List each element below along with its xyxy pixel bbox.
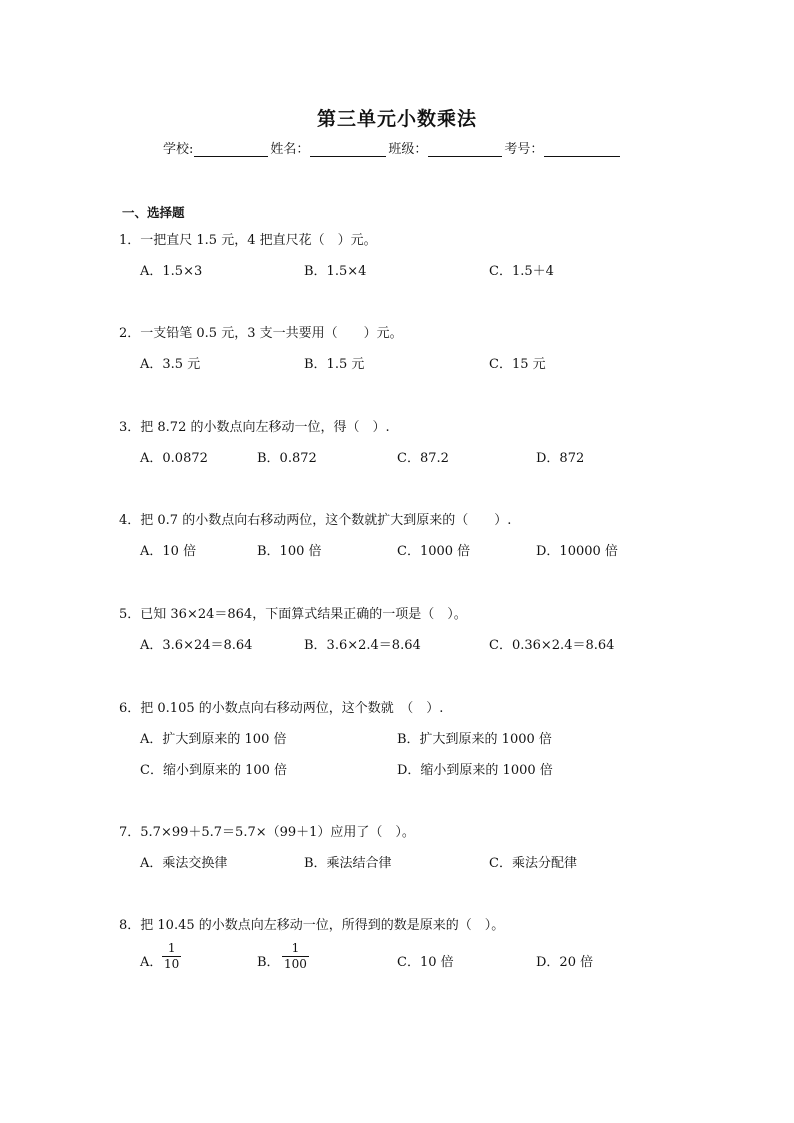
name-label: 姓名： <box>270 142 310 157</box>
q2-option-a[interactable]: A．3.5 元 <box>140 357 201 372</box>
q8-option-b-label: B． <box>257 955 280 970</box>
school-label: 学校: <box>163 142 194 157</box>
q1-option-c[interactable]: C．1.5＋4 <box>489 264 554 279</box>
q8-option-a-label: A． <box>140 955 163 970</box>
question-2: 2．一支铅笔 0.5 元，3 支一共要用（ ）元。 <box>119 326 403 341</box>
q6-option-b[interactable]: B．扩大到原来的 1000 倍 <box>397 732 552 747</box>
question-3: 3．把 8.72 的小数点向左移动一位，得（ ）. <box>119 420 390 435</box>
question-6: 6．把 0.105 的小数点向右移动两位，这个数就 （ ）. <box>119 701 444 716</box>
q6-option-a[interactable]: A．扩大到原来的 100 倍 <box>140 732 287 747</box>
student-info-line <box>163 138 622 157</box>
fraction-numerator: 1 <box>291 941 300 955</box>
q2-option-b[interactable]: B．1.5 元 <box>304 357 365 372</box>
page-title: 第三单元小数乘法 <box>316 108 477 130</box>
name-blank[interactable] <box>310 142 386 157</box>
school-blank[interactable] <box>194 142 268 157</box>
fraction-numerator: 1 <box>167 941 176 955</box>
class-blank[interactable] <box>428 142 502 157</box>
fraction-denominator: 10 <box>164 957 180 971</box>
q8-option-d[interactable]: D．20 倍 <box>536 955 594 970</box>
question-1: 1．一把直尺 1.5 元，4 把直尺花（ ）元。 <box>119 233 377 248</box>
q8-option-c[interactable]: C．10 倍 <box>397 955 454 970</box>
q2-option-c[interactable]: C．15 元 <box>489 357 546 372</box>
q6-option-c[interactable]: C．缩小到原来的 100 倍 <box>140 763 288 778</box>
q4-option-a[interactable]: A．10 倍 <box>140 544 197 559</box>
question-4: 4．把 0.7 的小数点向右移动两位，这个数就扩大到原来的（ ）. <box>119 513 512 528</box>
q1-option-b[interactable]: B．1.5×4 <box>304 264 367 279</box>
q5-option-c[interactable]: C．0.36×2.4＝8.64 <box>489 638 615 653</box>
class-label: 班级： <box>388 142 428 157</box>
q5-option-a[interactable]: A．3.6×24＝8.64 <box>140 638 253 653</box>
q8-option-b-fraction <box>282 941 309 972</box>
q7-option-a[interactable]: A．乘法交换律 <box>140 856 228 871</box>
q3-option-d[interactable]: D．872 <box>536 451 585 466</box>
q8-option-a-fraction <box>162 941 181 972</box>
question-7: 7．5.7×99＋5.7＝5.7×（99＋1）应用了（ ）。 <box>119 825 415 840</box>
q3-option-c[interactable]: C．87.2 <box>397 451 449 466</box>
q4-option-d[interactable]: D．10000 倍 <box>536 544 618 559</box>
q4-option-b[interactable]: B．100 倍 <box>257 544 322 559</box>
q7-option-c[interactable]: C．乘法分配律 <box>489 856 577 871</box>
question-8: 8．把 10.45 的小数点向左移动一位，所得到的数是原来的（ ）。 <box>119 918 505 933</box>
question-5: 5．已知 36×24＝864，下面算式结果正确的一项是（ ）。 <box>119 607 467 622</box>
section-heading: 一、选择题 <box>122 205 185 220</box>
q6-option-d[interactable]: D．缩小到原来的 1000 倍 <box>397 763 553 778</box>
q1-option-a[interactable]: A．1.5×3 <box>140 264 203 279</box>
q3-option-b[interactable]: B．0.872 <box>257 451 317 466</box>
exam-number-blank[interactable] <box>544 142 620 157</box>
q7-option-b[interactable]: B．乘法结合律 <box>304 856 392 871</box>
fraction-denominator: 100 <box>284 957 307 971</box>
exam-number-label: 考号： <box>504 142 544 157</box>
q3-option-a[interactable]: A．0.0872 <box>140 451 208 466</box>
q5-option-b[interactable]: B．3.6×2.4＝8.64 <box>304 638 421 653</box>
q4-option-c[interactable]: C．1000 倍 <box>397 544 471 559</box>
